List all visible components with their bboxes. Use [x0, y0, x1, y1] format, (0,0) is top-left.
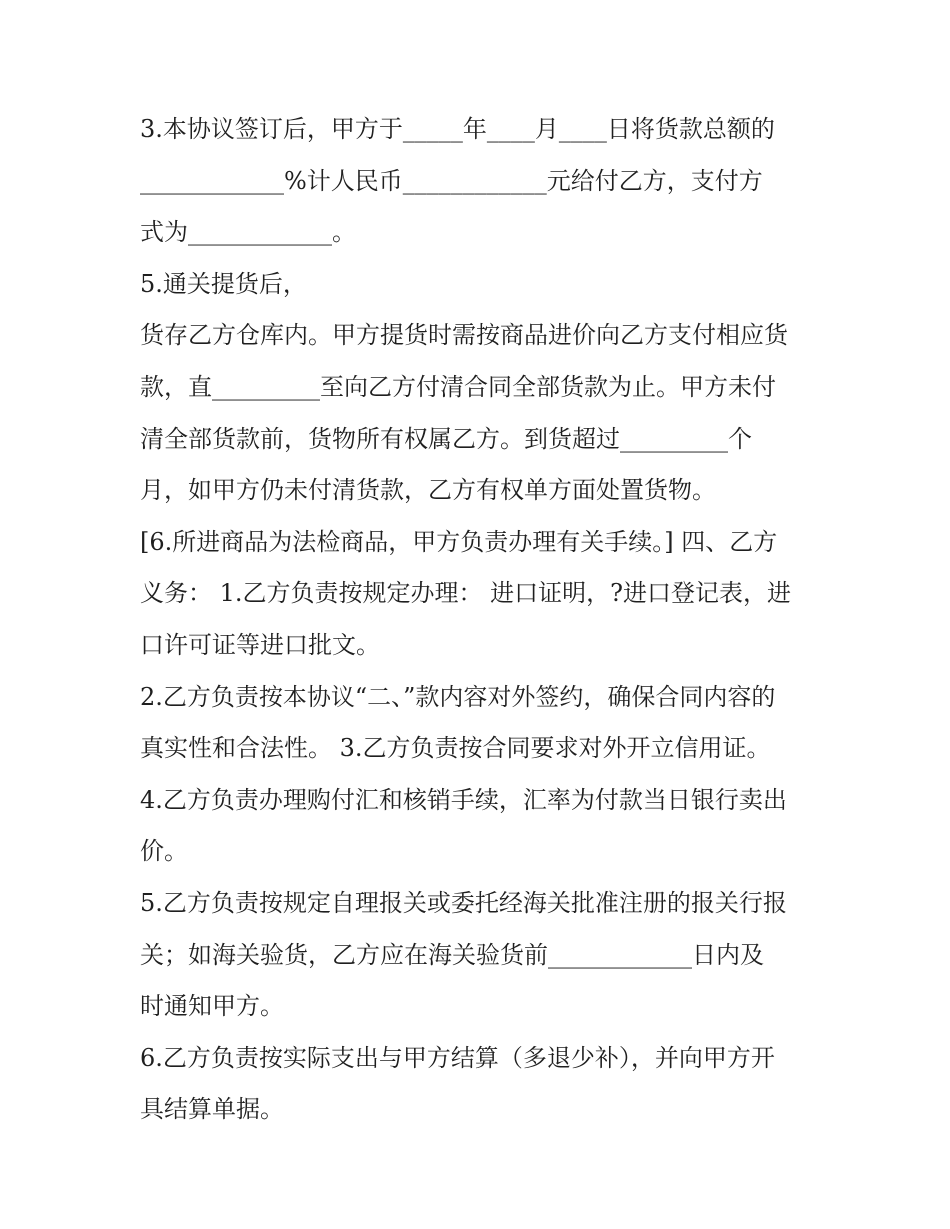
text-line: 货存乙方仓库内。甲方提货时需按商品进价向乙方支付相应货	[140, 321, 788, 350]
text-line: 5.乙方负责按规定自理报关或委托经海关批准注册的报关行报	[140, 888, 787, 917]
text-line: 月，如甲方仍未付清货款，乙方有权单方面处置货物。	[140, 476, 716, 505]
text-line: 清全部货款前，货物所有权属乙方。到货超过_________个	[140, 424, 752, 453]
text-line: [6.所进商品为法检商品，甲方负责办理有关手续。] 四、乙方	[140, 527, 778, 556]
text-line: 具结算单据。	[140, 1095, 284, 1124]
text-line: 关；如海关验货，乙方应在海关验货前____________日内及	[140, 940, 764, 969]
text-line: ____________%计人民币____________元给付乙方，支付方	[140, 166, 763, 195]
text-line: 款，直_________至向乙方付清合同全部货款为止。甲方未付	[140, 372, 776, 401]
text-line: 6.乙方负责按实际支出与甲方结算（多退少补），并向甲方开	[140, 1043, 775, 1072]
text-line: 口许可证等进口批文。	[140, 630, 380, 659]
text-line: 价。	[140, 837, 188, 866]
document-body	[140, 104, 840, 1136]
text-line: 真实性和合法性。 3.乙方负责按合同要求对外开立信用证。	[140, 734, 771, 763]
text-line: 2.乙方负责按本协议“二、”款内容对外签约，确保合同内容的	[140, 682, 776, 711]
text-line: 4.乙方负责办理购付汇和核销手续，汇率为付款当日银行卖出	[140, 785, 787, 814]
text-line: 5.通关提货后，	[140, 269, 307, 298]
text-line: 3.本协议签订后，甲方于_____年____月____日将货款总额的	[140, 115, 775, 143]
text-line: 式为____________。	[140, 218, 356, 247]
text-line: 时通知甲方。	[140, 992, 284, 1021]
text-line: 义务： 1.乙方负责按规定办理： 进口证明，?进口登记表，进	[140, 579, 792, 608]
